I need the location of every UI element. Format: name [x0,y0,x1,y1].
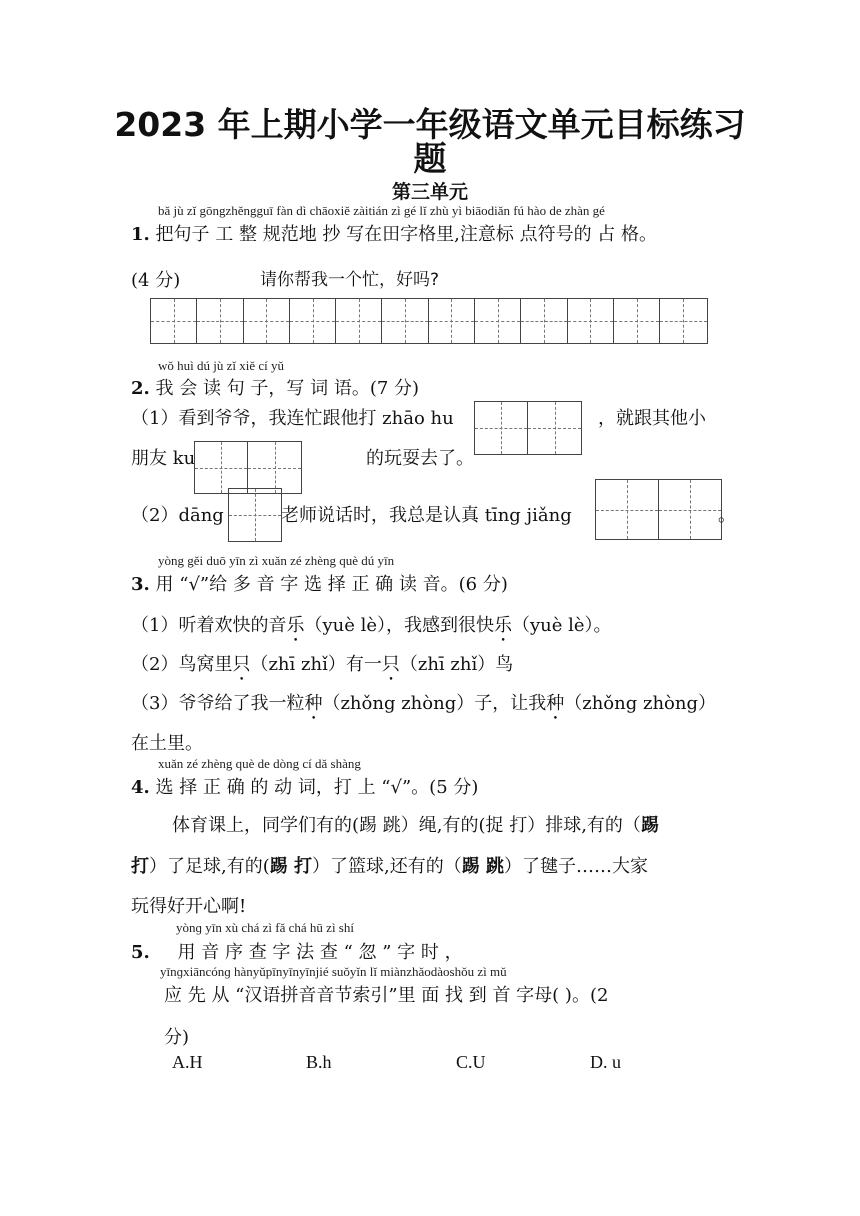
q2-s1-end: 的玩耍去了。 [366,448,474,469]
polyphone-char: 种 [546,693,565,714]
q2-pinyin: wǒ huì dú jù zǐ xiě cí yǔ [158,358,285,373]
tianzige-cell[interactable] [596,480,659,539]
q4-prompt [131,773,478,799]
q3-prompt [131,570,508,596]
tianzige-cell[interactable] [290,299,336,343]
q4-para-line2 [131,852,648,878]
q3-item3-options[interactable]: （zhǒng zhòng） [564,693,717,714]
q2-box-zhaohu[interactable] [474,401,582,455]
tianzige-cell[interactable] [521,299,567,343]
q4-verb-option[interactable]: 踢 打 [269,856,313,877]
q3-item3-options[interactable]: （zhǒng zhòng）子，让我 [322,693,547,714]
q3-item1-options[interactable]: （yuè lè），我感到很快 [304,615,494,636]
q4-para-text[interactable]: 体育课上，同学们有的(踢 跳）绳,有的(捉 打）排球,有的（ [172,815,641,836]
q5-text-1: 用 音 序 查 字 法 查 “ 忽 ” 字 时 ， [177,942,463,963]
q5-option-c[interactable]: C.U [456,1052,486,1072]
q5-option-d[interactable]: D. u [590,1052,621,1072]
q2-s1-text: （1）看到爷爷，我连忙跟他打 zhāo hu [131,408,454,429]
q2-s1-line2: 朋友 ku [131,448,196,469]
q4-para-line1 [172,811,659,837]
q5-option-b[interactable]: B.h [306,1052,332,1072]
q4-pinyin: xuǎn zé zhèng què de dòng cí dǎ shàng [158,756,361,771]
q3-text: 用 “√”给 多 音 字 选 择 正 确 读 音。(6 分) [155,574,508,595]
worksheet-title-continued: 题 [413,139,447,178]
q2-text: 我 会 读 句 子，写 词 语。(7 分) [155,378,420,399]
q3-item3 [131,689,716,724]
q4-para-line3: 玩得好开心啊! [131,896,247,917]
tianzige-cell[interactable] [244,299,290,343]
q3-item1-options[interactable]: （yuè lè）。 [512,615,612,636]
tianzige-cell[interactable] [568,299,614,343]
q1-sentence: 请你帮我一个忙，好吗? [260,270,440,290]
q3-item2-options[interactable]: （zhī zhǐ）鸟 [399,654,514,675]
q3-item1-pre: （1）听着欢快的音 [131,615,287,636]
q2-box-tingjiang[interactable] [595,479,722,540]
tianzige-cell[interactable] [248,442,301,493]
q2-box-dang[interactable] [228,488,282,542]
q5-option-a[interactable]: A.H [172,1052,203,1072]
q3-item2-pre: （2）鸟窝里 [131,654,233,675]
tianzige-cell[interactable] [475,299,521,343]
unit-heading: 第三单元 [391,181,468,203]
q4-verb-option[interactable]: 踢 [640,815,659,836]
q4-para-text: ）了足球,有的( [149,856,270,877]
tianzige-cell[interactable] [429,299,475,343]
q4-verb-option[interactable]: 打 [131,856,149,877]
q2-box-kuai[interactable] [194,441,302,494]
q5-prompt-line3: 分) [164,1027,190,1048]
tianzige-cell[interactable] [382,299,428,343]
q5-prompt-line2[interactable]: 应 先 从 “汉语拼音音节索引”里 面 找 到 首 字母( )。(2 [164,985,609,1006]
q3-item3-end: 在土里。 [131,733,203,754]
worksheet-title: 2023 年上期小学一年级语文单元目标练习 [114,105,746,144]
q1-pinyin: bǎ jù zǐ gōngzhěngguī fàn dì chāoxiě zàitián zì gé lǐ zhù yì biāodiǎn fú hào de zhàn gé [158,203,605,218]
q4-verb-option[interactable]: 踢 跳 [461,856,505,877]
q3-item1 [131,611,612,646]
polyphone-char: 乐 [286,615,305,636]
q4-text: 选 择 正 确 的 动 词，打 上 “√”。(5 分) [155,777,479,798]
tianzige-cell[interactable] [660,299,706,343]
q4-para-text: ）了篮球,还有的（ [312,856,462,877]
polyphone-char: 乐 [494,615,512,636]
q1-tianzige-row[interactable] [150,298,708,344]
q5-pinyin-1: yònɡ yīn xù chá zì fǎ chá hū zì shí [176,920,354,935]
q2-s1-cont: ，就跟其他小 [598,408,706,429]
q5-prompt-line1 [131,938,463,964]
q5-number: 5. [131,942,150,963]
q2-s2-end: 。 [718,505,736,526]
tianzige-cell[interactable] [197,299,243,343]
tianzige-cell[interactable] [614,299,660,343]
tianzige-cell[interactable] [528,402,581,454]
tianzige-cell[interactable] [475,402,528,454]
tianzige-cell[interactable] [195,442,248,493]
q2-s2-cont: 老师说话时，我总是认真 tīng jiǎng [281,505,572,526]
q1-prompt [131,220,657,246]
q2-number: 2. [131,378,150,399]
polyphone-char: 种 [304,693,323,714]
q3-item3-pre: （3）爷爷给了我一粒 [131,693,305,714]
tianzige-cell[interactable] [229,489,281,541]
q3-number: 3. [131,574,150,595]
q3-item2 [131,650,513,685]
q2-s2-text: （2）dāng [131,505,224,526]
tianzige-cell[interactable] [659,480,722,539]
q4-para-text: ）了毽子……大家 [504,856,649,877]
polyphone-char: 只 [381,654,400,675]
q1-text: 把句子 工 整 规范地 抄 写在田字格里,注意标 点符号的 占 格。 [155,224,658,245]
q3-pinyin: yòng gěi duō yīn zì xuǎn zé zhèng què dú yīn [158,553,395,568]
q2-prompt [131,374,419,400]
q5-pinyin-2: yīnɡxiāncónɡ hànyǔpīnyīnyīnjié suǒyǐn lǐ miànzhǎodàoshǒu zì mǔ [160,964,507,979]
tianzige-cell[interactable] [151,299,197,343]
q1-number: 1. [131,224,150,245]
q1-score: (4 分) [131,270,181,291]
polyphone-char: 只 [232,654,251,675]
tianzige-cell[interactable] [336,299,382,343]
q3-item2-options[interactable]: （zhī zhǐ）有一 [250,654,382,675]
q4-number: 4. [131,777,150,798]
